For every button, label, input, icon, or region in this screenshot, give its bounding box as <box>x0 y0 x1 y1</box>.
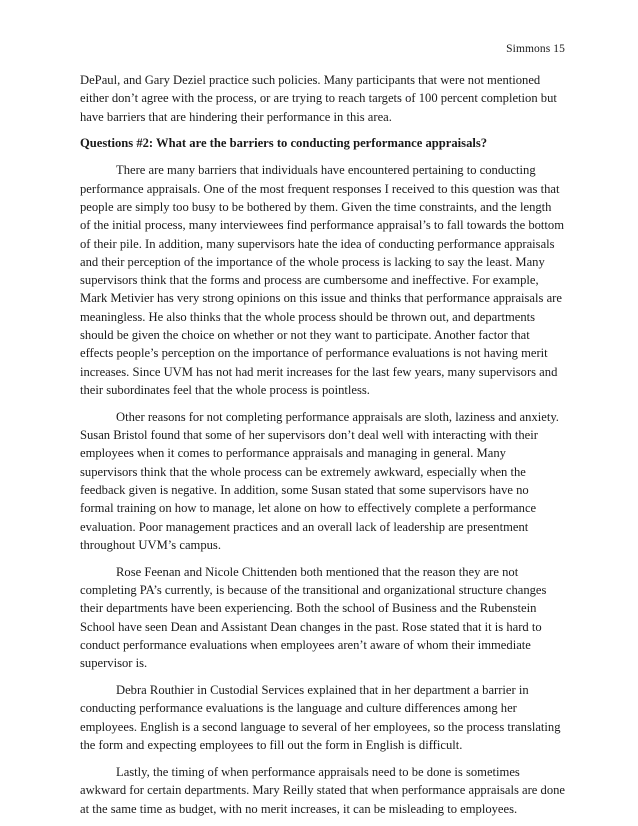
section-heading: Questions #2: What are the barriers to conducting performance appraisals? <box>80 136 488 151</box>
paragraph-continuation: DePaul, and Gary Deziel practice such policies. Many participants that were not mentioned either don’t agree with the process, or are trying to reach targets of 100 percent completion but have barriers that are hindering their performance in this area. <box>80 73 557 124</box>
running-head: Simmons 15 <box>506 43 565 55</box>
paragraph: Rose Feenan and Nicole Chittenden both mentioned that the reason they are not completing PA’s currently, is because of the transitional and organizational structure changes their departments have been experiencing. Both the school of Business and the Rubenstein School have seen Dean and Assistant Dean changes in the past. Rose stated that it is hard to conduct performance evaluations when employees aren’t aware of whom their immediate supervisor is. <box>80 564 547 671</box>
paragraph: Debra Routhier in Custodial Services explained that in her department a barrier in conducting performance evaluations is the language and culture differences among her employees. English is a second language to several of her employees, so the process translating the form and expecting employees to fill out the form in English is difficult. <box>80 683 561 753</box>
page-body <box>80 71 565 826</box>
paragraph: Other reasons for not completing performance appraisals are sloth, laziness and anxiety. Susan Bristol found that some of her supervisors don’t deal well with interacting with their employees when it comes to performance appraisals and managing in general. Many supervisors think that the whole process can be extremely awkward, especially when the feedback given is negative. In addition, some Susan stated that some supervisors have no formal training on how to manage, let alone on how to effectively complete a performance evaluation. Poor management practices and an overall lack of leadership are presentment throughout UVM’s campus. <box>80 409 559 552</box>
paragraph: There are many barriers that individuals have encountered pertaining to conducting performance appraisals. One of the most frequent responses I received to this question was that people are simply too busy to be bothered by them. Given the time constraints, and the length of the initial process, many interviewees find performance appraisal’s to fall towards the bottom of their pile. In addition, many supervisors hate the idea of conducting performance appraisals and their perception of the importance of the whole process is lacking to say the least. Many supervisors think that the forms and process are cumbersome and ineffective. For example, Mark Metivier has very strong opinions on this issue and thinks that performance appraisals are meaningless. He also thinks that the whole process should be thrown out, and departments should be given the choice on whether or not they want to participate. Another factor that effects people’s perception on the importance of performance evaluations is not having merit increases. Since UVM has not had merit increases for the last few years, many supervisors and their subordinates feel that the whole process is pointless. <box>80 163 565 397</box>
paragraph: Lastly, the timing of when performance appraisals need to be done is sometimes awkward for certain departments. Mary Reilly stated that when performance appraisals are done at the same time as budget, with no merit increases, it can be misleading to employees. <box>80 764 566 816</box>
